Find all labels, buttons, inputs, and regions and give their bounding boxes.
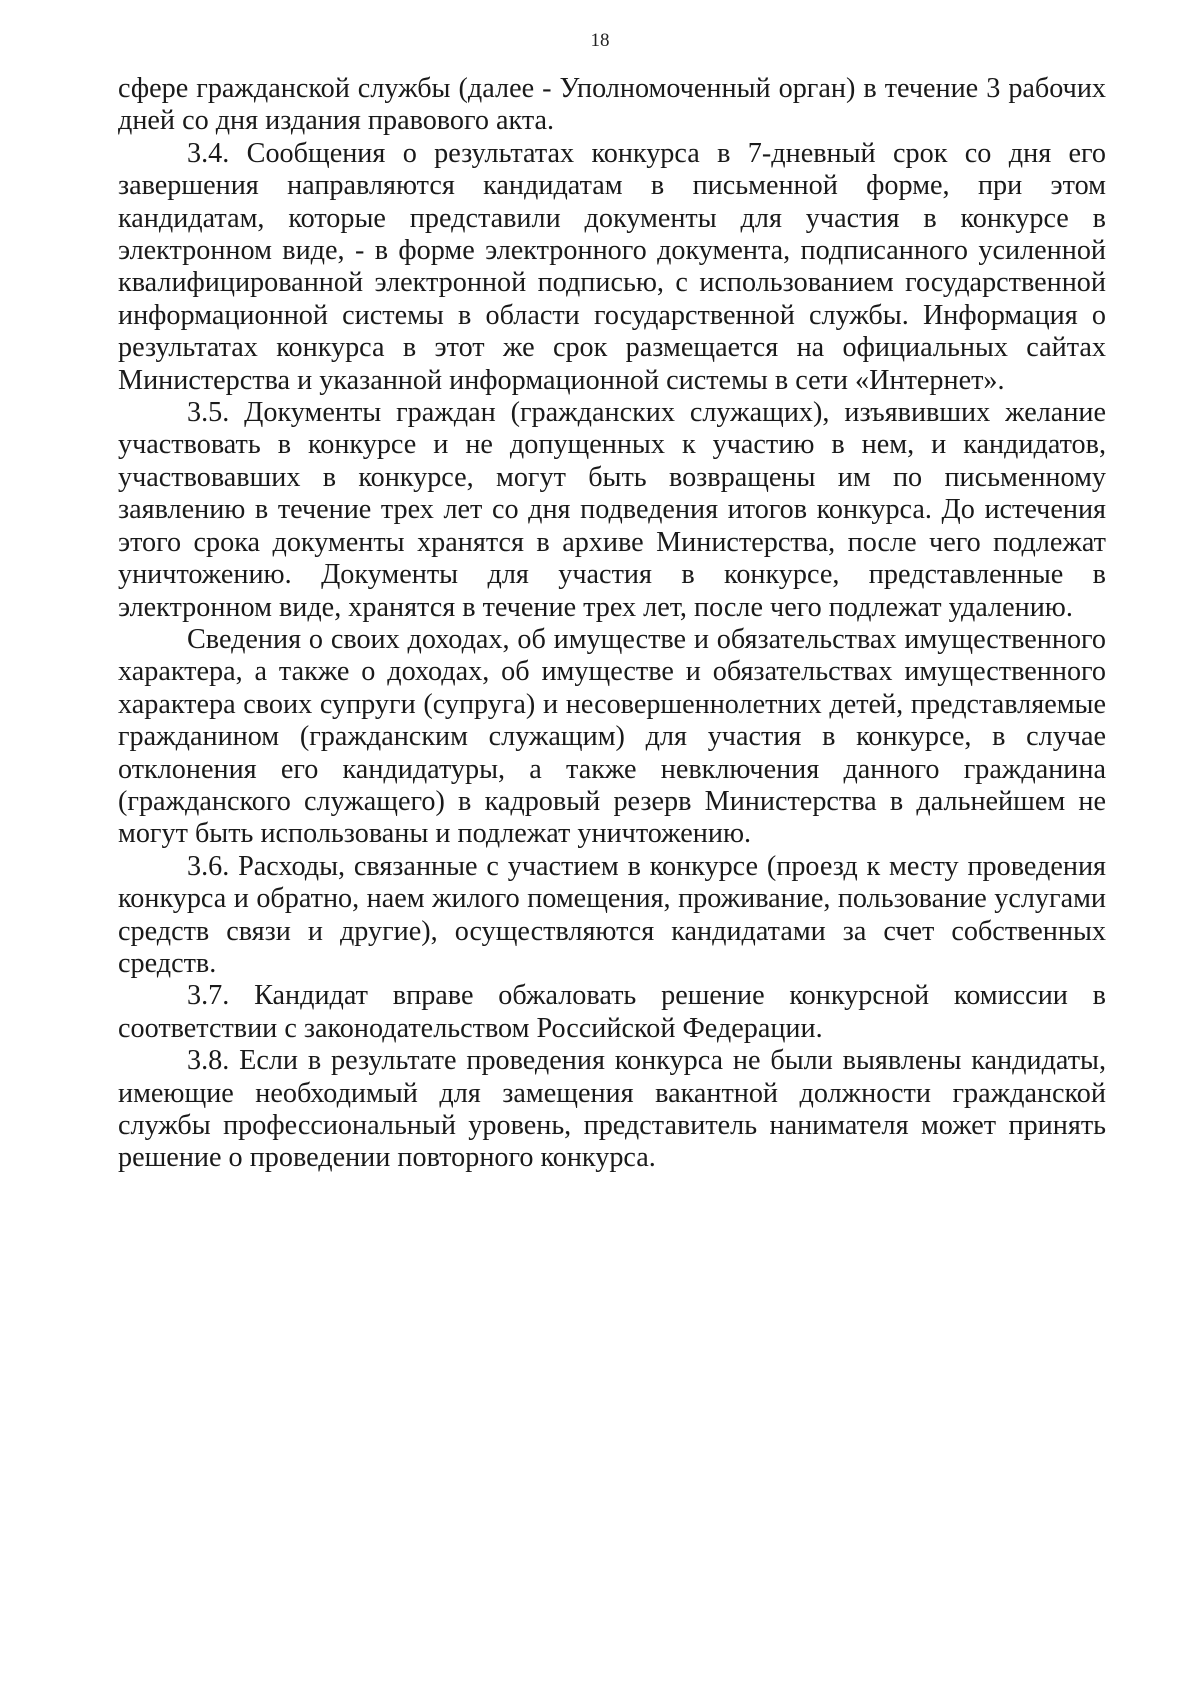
paragraph-3-8: 3.8. Если в результате проведения конкурса не были выявлены кандидаты, имеющие необходимый для замещения вакантной должности гражданской службы профессиональный уровень, представитель нанимателя может принять решение о проведении повторного конкурса.: [118, 1045, 1106, 1174]
paragraph-3-7: 3.7. Кандидат вправе обжаловать решение конкурсной комиссии в соответствии с законодательством Российской Федерации.: [118, 980, 1106, 1044]
page-number: 18: [590, 30, 610, 51]
paragraph-3-4: 3.4. Сообщения о результатах конкурса в 7-дневный срок со дня его завершения направляются кандидатам в письменной форме, при этом кандидатам, которые представили документы для участия в конкурсе в электронном виде, - в форме электронного документа, подписанного усиленной квалифицированной электронной подписью, с использованием государственной информационной системы в области государственной службы. Информация о результатах конкурса в этот же срок размещается на официальных сайтах Министерства и указанной информационной системы в сети «Интернет».: [118, 137, 1106, 396]
paragraph-3-5-income-info: Сведения о своих доходах, об имуществе и обязательствах имущественного характера, а также о доходах, об имуществе и обязательствах имущественного характера своих супруги (супруга) и несовершеннолетних детей, представляемые гражданином (гражданским служащим) для участия в конкурсе, в случае отклонения его кандидатуры, а также невключения данного гражданина (гражданского служащего) в кадровый резерв Министерства в дальнейшем не могут быть использованы и подлежат уничтожению.: [118, 623, 1106, 850]
paragraph-3-6: 3.6. Расходы, связанные с участием в конкурсе (проезд к месту проведения конкурса и обратно, наем жилого помещения, проживание, пользование услугами средств связи и другие), осуществляются кандидатами за счет собственных средств.: [118, 850, 1106, 979]
document-body: [118, 73, 1106, 1175]
paragraph-continuation: сфере гражданской службы (далее - Уполномоченный орган) в течение 3 рабочих дней со дня издания правового акта.: [118, 73, 1106, 137]
paragraph-3-5: 3.5. Документы граждан (гражданских служащих), изъявивших желание участвовать в конкурсе и не допущенных к участию в нем, и кандидатов, участвовавших в конкурсе, могут быть возвращены им по письменному заявлению в течение трех лет со дня подведения итогов конкурса. До истечения этого срока документы хранятся в архиве Министерства, после чего подлежат уничтожению. Документы для участия в конкурсе, представленные в электронном виде, хранятся в течение трех лет, после чего подлежат удалению.: [118, 397, 1106, 623]
